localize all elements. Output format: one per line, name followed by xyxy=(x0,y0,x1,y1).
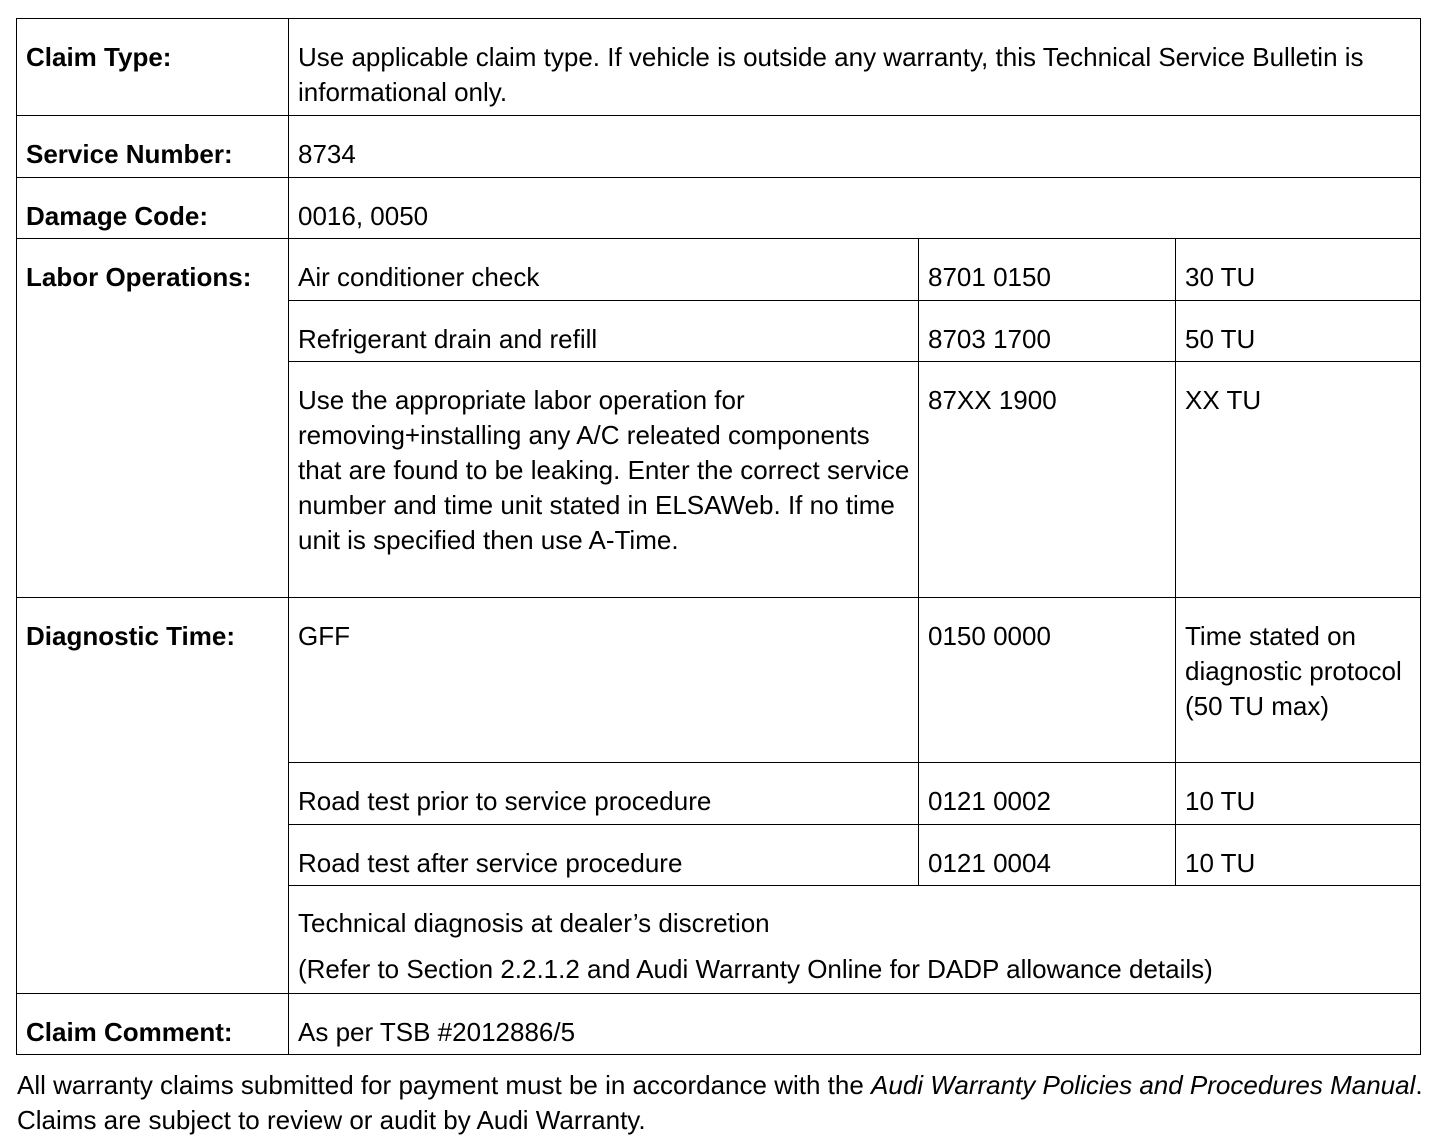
warranty-claim-table xyxy=(16,18,1421,1055)
damage-code-value: 0016, 0050 xyxy=(289,178,1421,239)
diagnostic-note-line2: (Refer to Section 2.2.1.2 and Audi Warranty Online for DADP allowance details) xyxy=(298,954,1213,984)
diagnostic-code: 0150 0000 xyxy=(919,598,1176,763)
claim-type-row xyxy=(17,19,1421,116)
labor-operation-code: 8703 1700 xyxy=(919,301,1176,362)
claim-type-label: Claim Type: xyxy=(17,19,289,116)
manual-title: Audi Warranty Policies and Procedures Manual xyxy=(871,1070,1416,1100)
diagnostic-time-label: Diagnostic Time: xyxy=(17,598,289,994)
service-number-value: 8734 xyxy=(289,116,1421,178)
labor-operation-code: 8701 0150 xyxy=(919,239,1176,301)
labor-operation-time: 30 TU xyxy=(1176,239,1421,301)
diagnostic-row xyxy=(17,598,1421,763)
diagnostic-description: Road test after service procedure xyxy=(289,825,919,886)
diagnostic-note-line1: Technical diagnosis at dealer’s discretion xyxy=(298,908,770,938)
labor-operation-description: Air conditioner check xyxy=(289,239,919,301)
labor-operation-row xyxy=(17,239,1421,301)
diagnostic-time: 10 TU xyxy=(1176,825,1421,886)
diagnostic-time: 10 TU xyxy=(1176,763,1421,825)
labor-operations-label: Labor Operations: xyxy=(17,239,289,598)
claim-comment-value: As per TSB #2012886/5 xyxy=(289,994,1421,1055)
claim-type-value: Use applicable claim type. If vehicle is outside any warranty, this Technical Service Bulletin is informational only. xyxy=(289,19,1421,116)
damage-code-row xyxy=(17,178,1421,239)
footer-text-before: All warranty claims submitted for payment must be in accordance with the xyxy=(17,1070,872,1100)
service-number-label: Service Number: xyxy=(17,116,289,178)
service-number-row xyxy=(17,116,1421,178)
labor-operation-description: Use the appropriate labor operation for removing+installing any A/C releated components that are found to be leaking. Enter the correct service number and time unit stated in ELSAWeb. If no time unit is specified then use A-Time. xyxy=(289,362,919,598)
footer-note xyxy=(17,1068,1427,1138)
labor-operation-time: XX TU xyxy=(1176,362,1421,598)
diagnostic-time: Time stated on diagnostic protocol (50 TU max) xyxy=(1176,598,1421,763)
labor-operation-time: 50 TU xyxy=(1176,301,1421,362)
diagnostic-description: GFF xyxy=(289,598,919,763)
damage-code-label: Damage Code: xyxy=(17,178,289,239)
labor-operation-description: Refrigerant drain and refill xyxy=(289,301,919,362)
diagnostic-code: 0121 0002 xyxy=(919,763,1176,825)
diagnostic-code: 0121 0004 xyxy=(919,825,1176,886)
labor-operation-code: 87XX 1900 xyxy=(919,362,1176,598)
claim-comment-label: Claim Comment: xyxy=(17,994,289,1055)
claim-comment-row xyxy=(17,994,1421,1055)
footer-text-after: . Claims are subject to review or audit by Audi Warranty. xyxy=(17,1070,1423,1135)
diagnostic-description: Road test prior to service procedure xyxy=(289,763,919,825)
diagnostic-note xyxy=(289,886,1421,994)
